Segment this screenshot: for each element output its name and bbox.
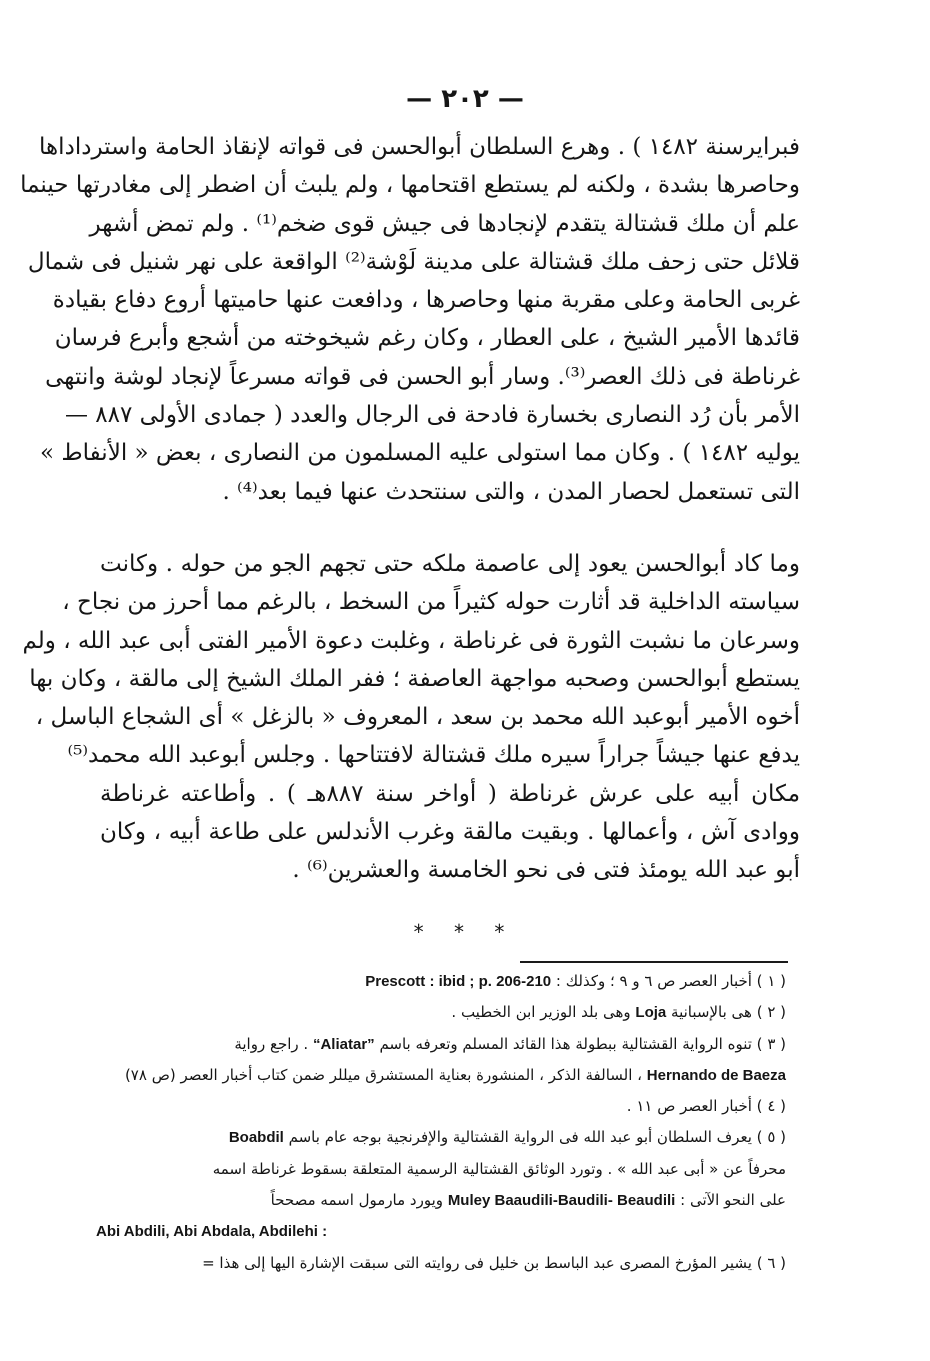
footnote-text: ( ١ ) أخبار العصر ص ٦ و ٩ ؛ وكذلك : bbox=[555, 972, 786, 990]
footnote-latin: Abi Abdili, Abi Abdala, Abdilehi : bbox=[96, 1223, 328, 1241]
paragraph-line: الأمر بأن رُد النصارى بخسارة فادحة فى الرجال والعدد ( جمادى الأولى ٨٨٧ — bbox=[64, 402, 800, 429]
footnote-latin: “Aliatar” bbox=[312, 1035, 375, 1053]
paragraph-2 bbox=[22, 545, 801, 890]
footnote-4 bbox=[96, 1091, 786, 1122]
paragraph-line: وحاصرها بشدة ، ولكنه لم يستطع اقتحامها ، ولم يلبث أن اضطر إلى مغادرتها حينما bbox=[20, 172, 800, 199]
footnote-latin: Loja bbox=[635, 1004, 667, 1022]
paragraph-line: علم أن ملك قشتالة يتقدم لإنجادها فى جيش قوى ضخم⁽¹⁾ . ولم تمض أشهر bbox=[89, 210, 800, 237]
footnote-1 bbox=[96, 966, 786, 997]
paragraph-line: ووادى آش ، وأعمالها . وبقيت مالقة وغرب الأندلس على طاعة أبيه ، وكان bbox=[100, 819, 800, 846]
footnote-text: وهى بلد الوزير ابن الخطيب . bbox=[451, 1003, 631, 1022]
paragraph-line: سياسته الداخلية قد أثارت حوله كثيراً من السخط ، بالرغم مما أحرز من نجاح ، bbox=[62, 589, 800, 616]
paragraph-line: قائدها الأمير الشيخ ، على العطار ، وكان رغم شيخوخته من أشجع وأبرع فرسان bbox=[54, 325, 800, 352]
footnote-divider bbox=[520, 961, 788, 963]
footnotes bbox=[96, 966, 786, 1279]
footnote-text: ( ٣ ) تنوه الرواية القشتالية ببطولة هذا القائد المسلم وتعرفه باسم bbox=[379, 1034, 786, 1053]
footnote-latin: Muley Baaudili-Baudili- Beaudili bbox=[447, 1192, 676, 1210]
page-number: — ٢٠٢ — bbox=[406, 84, 524, 114]
footnote-text: . راجع رواية bbox=[234, 1034, 309, 1053]
footnote-5 bbox=[96, 1122, 786, 1153]
paragraph-line: وما كاد أبوالحسن يعود إلى عاصمة ملكه حتى تجهم الجو من حوله . وكانت bbox=[100, 551, 800, 577]
paragraph-line: يوليه ١٤٨٢ ) . وكان مما استولى عليه المسلمون من النصارى ، بعض « الأنفاط » bbox=[40, 440, 800, 467]
paragraph-line: وسرعان ما نشبت الثورة فى غرناطة ، وغلبت دعوة الأمير الفتى أبى عبد الله ، ولم bbox=[22, 627, 800, 654]
footnote-text: ( ٤ ) أخبار العصر ص ١١ . bbox=[626, 1097, 786, 1116]
paragraph-line: التى تستعمل لحصار المدن ، والتى سنتحدث عنها فيما بعد⁽⁴⁾ . bbox=[222, 478, 800, 505]
section-separator: * * * bbox=[413, 920, 517, 944]
footnote-text: على النحو الآتى : bbox=[680, 1191, 786, 1210]
footnote-5-continued bbox=[96, 1185, 786, 1216]
paragraph-1 bbox=[20, 128, 800, 511]
paragraph-line: يدفع عنها جيشاً جراراً سيره ملك قشتالة لافتتاحها . وجلس أبوعبد الله محمد⁽⁵⁾ bbox=[67, 742, 800, 769]
paragraph-line: فبرايرسنة ١٤٨٢ ) . وهرع السلطان أبوالحسن فى قواته لإنقاذ الحامة واسترداداها bbox=[39, 134, 800, 160]
footnote-3-continued bbox=[96, 1060, 786, 1091]
paragraph-line: مكان أبيه على عرش غرناطة ( أواخر سنة ٨٨٧هـ ) . وأطاعته غرناطة bbox=[100, 780, 801, 807]
paragraph-line: يستطع أبوالحسن وصحبه مواجهة العاصفة ؛ ففر الملك الشيخ إلى مالقة ، وكان بها bbox=[29, 665, 800, 692]
paragraph-line: قلائل حتى زحف ملك قشتالة على مدينة لَوْشة⁽²⁾ الواقعة على نهر شنيل فى شمال bbox=[27, 248, 800, 275]
footnote-latin: Hernando de Baeza bbox=[646, 1066, 786, 1084]
footnote-2 bbox=[96, 997, 786, 1028]
paragraph-line: غربى الحامة وعلى مقربة منها وحاصرها ، ودافعت عنها حاميتها أروع دفاع بقيادة bbox=[52, 287, 800, 314]
footnote-text: محرفاً عن « أبى عبد الله » . وتورد الوثائق القشتالية الرسمية المتعلقة بسقوط غرناطة اسمه bbox=[212, 1159, 786, 1178]
footnote-text: ( ٢ ) هى بالإسبانية bbox=[671, 1003, 786, 1022]
footnote-6 bbox=[96, 1248, 786, 1279]
footnote-5-continued bbox=[96, 1154, 786, 1185]
footnote-text: ( ٥ ) يعرف السلطان أبو عبد الله فى الرواية القشتالية والإفرنجية بوجه عام باسم bbox=[288, 1128, 786, 1147]
paragraph-line: غرناطة فى ذلك العصر⁽³⁾. وسار أبو الحسن فى قواته مسرعاً لإنجاد لوشة وانتهى bbox=[45, 363, 800, 390]
footnote-latin: Prescott : ibid ; p. 206-210 bbox=[365, 973, 552, 990]
footnote-text: ( ٦ ) يشير المؤرخ المصرى عبد الباسط بن خليل فى روايته التى سبقت الإشارة اليها إلى هذا = bbox=[202, 1253, 786, 1272]
footnote-latin: Boabdil bbox=[228, 1129, 284, 1147]
paragraph-line: أخوه الأمير أبوعبد الله محمد بن سعد ، المعروف « بالزغل » أى الشجاع الباسل ، bbox=[35, 704, 800, 731]
footnote-text: ويورد مارمول اسمه مصححاً bbox=[270, 1191, 444, 1210]
footnote-5-continued bbox=[96, 1216, 786, 1247]
footnote-3 bbox=[96, 1029, 786, 1060]
footnote-text: ، السالفة الذكر ، المنشورة بعناية المستشرق ميللر ضمن كتاب أخبار العصر (ص ٧٨) bbox=[124, 1065, 642, 1084]
paragraph-line: أبو عبد الله يومئذ فتى فى نحو الخامسة والعشرين⁽⁶⁾ . bbox=[292, 857, 800, 884]
